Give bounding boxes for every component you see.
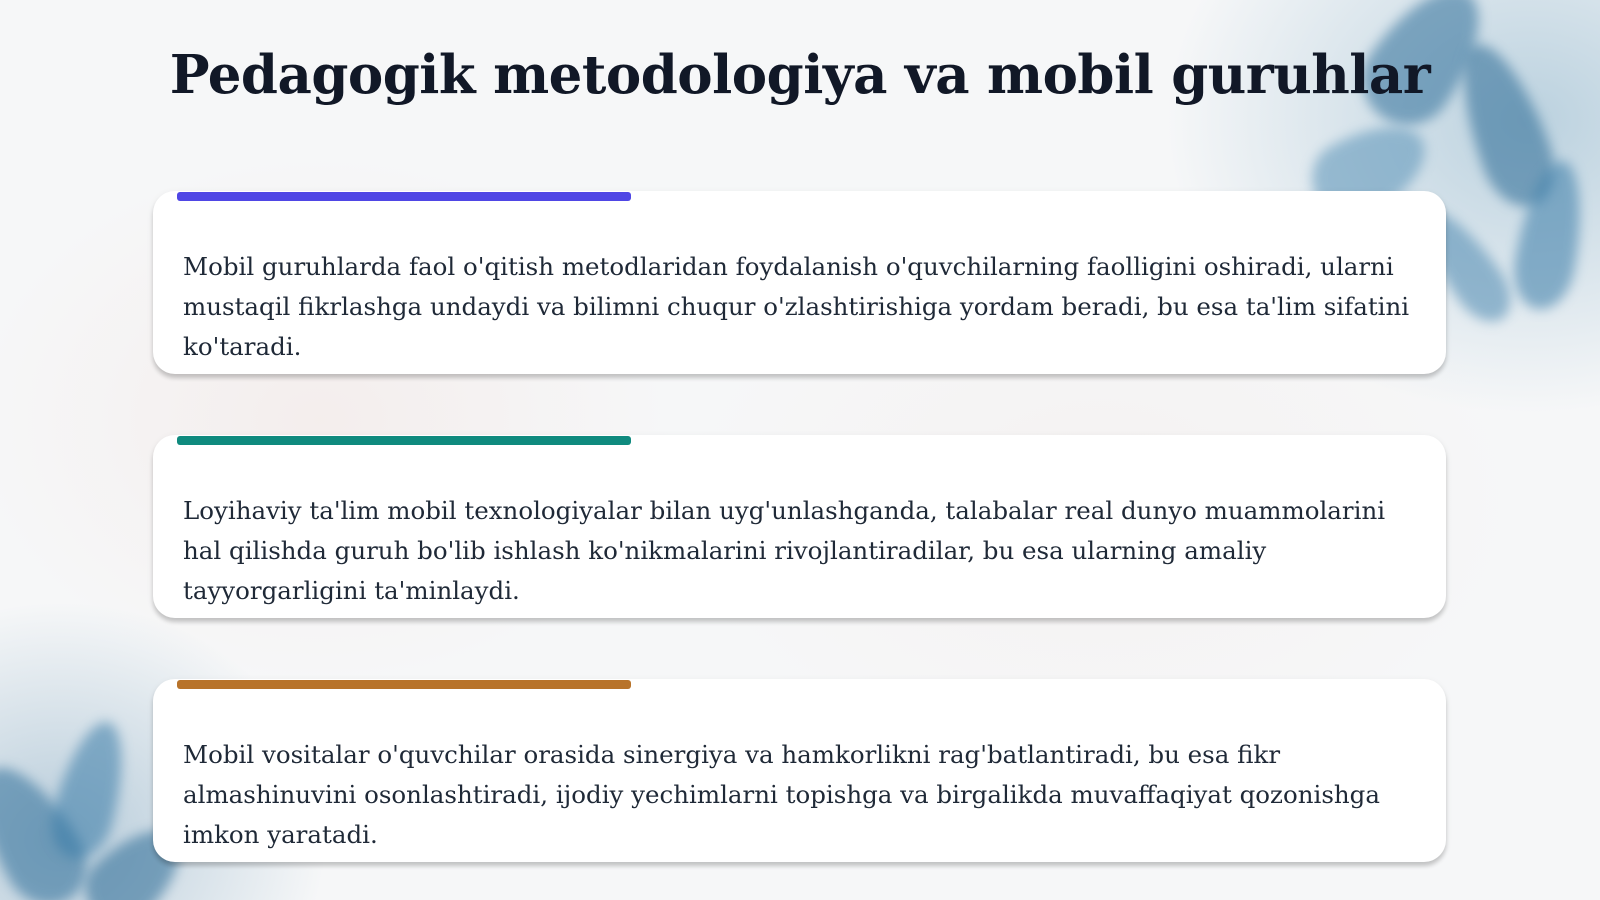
content-card (153, 679, 1446, 862)
card-accent-bar (177, 192, 631, 201)
card-text: Mobil vositalar o'quvchilar orasida sinergiya va hamkorlikni rag'batlantiradi, bu esa fikr almashinuvini osonlashtiradi, ijodiy yechimlarni topishga va birgalikda muvaffaqiyat qozonishga imkon yaratadi. (183, 740, 1380, 849)
card-accent-bar (177, 436, 631, 445)
page-title: Pedagogik metodologiya va mobil guruhlar (169, 44, 1431, 106)
card-text: Loyihaviy ta'lim mobil texnologiyalar bilan uyg'unlashganda, talabalar real dunyo muammolarini hal qilishda guruh bo'lib ishlash ko'nikmalarini rivojlantiradilar, bu esa ularning amaliy tayyorgarligini ta'minlaydi. (183, 496, 1386, 605)
content-card (153, 435, 1446, 618)
content-card (153, 191, 1446, 374)
card-text: Mobil guruhlarda faol o'qitish metodlaridan foydalanish o'quvchilarning faolligini oshiradi, ularni mustaqil fikrlashga undaydi va bilimni chuqur o'zlashtirishiga yordam beradi, bu esa ta'lim sifatini ko'taradi. (183, 252, 1410, 361)
card-accent-bar (177, 680, 631, 689)
